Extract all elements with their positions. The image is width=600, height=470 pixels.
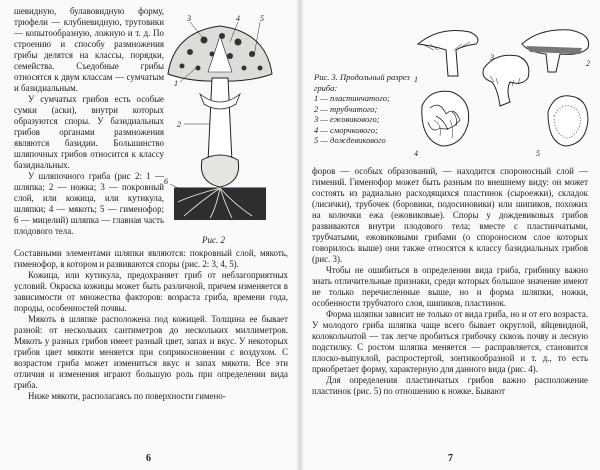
paragraph-asci: У сумчатых грибов есть особые сумки (аски), внутри которых образуются споры. У базидиальных грибов органами размножения являются базидии. Большинство шляпочных грибов относится к классу базидиальных. [14, 94, 164, 170]
figure-2-label-6: 6 [164, 177, 168, 186]
figure-3-longitudinal-sections [410, 16, 596, 164]
section-tubular-drawing [522, 30, 589, 72]
figure-3-caption-item-2: 2 — трубчатого; [314, 103, 378, 114]
paragraph-cap-shape: Форма шляпки зависит не только от вида гриба, но и от его возраста. У молодого гриба шляпка чаще всего бывает округлой, яйцевидной, колокольчатой — так легче пробиться грибочку сквозь почву и лесную подстилку. С ростом шляпка меняется — расправляется, становится плоско-выпуклой, распростертой, зонтикообразной и т. д., то есть приобретает форму, характерную для данного вида (рис. 4). [312, 309, 588, 374]
figure-2-mushroom-structure [160, 12, 288, 230]
section-morel-drawing [422, 91, 469, 146]
figure-2-label-5: 5 [260, 14, 264, 23]
paragraph-hymenium: форов — особых образований, — находится спороносный слой — гимений. Гименофор может быть разным по внешнему виду: он может состоять из радиально расходящихся пластинок (сыроежки), складок (лисички), трубочек (боровики, подосиновики) или шипиков, похожих на колючки ежа (ежовиковые). Споры у дождевиковых грибов развиваются внутри плодового тела; вместе с пластинчатыми, трубчатыми, ежовиковыми грибами (о спороносном слое которых говорилось выше) они также относятся к классу базидиальных грибов (рис. 3). [312, 166, 588, 264]
section-gilled-drawing [418, 31, 478, 77]
figure-3-caption-item-4: 4 — сморчкового; [314, 124, 378, 135]
paragraph-bottom-left: Ниже мякоти, располагаясь по поверхности гимено- [28, 391, 226, 401]
paragraph-flesh: Мякоть в шляпке расположена под кожицей. Толщина ее бывает разной: от нескольких сантиметров до нескольких миллиметров. Мякоть у разных грибов имеет разный цвет, запах и вкус. У некоторых грибов цвет мякоти меняется при соприкосновении с воздухом. С возрастом гриба может измениться вкус и запах мякоти. Все эти отличия и изменения играют большую роль при определении вида гриба. [14, 314, 288, 390]
figure-3-caption-item-5: 5 — дождевикового [314, 135, 386, 145]
mushroom-stem-drawing [200, 78, 240, 187]
figure-3-label-5: 5 [536, 149, 540, 158]
figure-3-caption-title: Рис. 3. Продольный разрез гриба: [314, 72, 410, 93]
section-hydnum-drawing [483, 55, 529, 106]
figure-2-label-3: 3 [187, 14, 191, 23]
figure-3-label-4: 4 [414, 149, 418, 158]
paragraph-skin: Кожица, или кутикула, предохраняет гриб от неблагоприятных условий. Окраска кожицы может быть различной, причем изменяется в зависимости от множества факторов: возраста гриба, времени года, породы, особенностей почвы. [14, 270, 288, 313]
right-full-text [312, 166, 588, 397]
mycelium-drawing [174, 188, 266, 220]
figure-3-label-2: 2 [586, 59, 590, 68]
page-number-left: 6 [146, 453, 151, 464]
figure-3-caption-item-3: 3 — ежовикового; [314, 114, 380, 124]
figure-2-label-4: 4 [236, 14, 240, 23]
section-puffball-drawing [548, 96, 588, 146]
figure-2-caption: Рис. 2 [202, 235, 225, 245]
mushroom-cap-drawing [168, 26, 272, 81]
paragraph-classes: шевидную, булавовидную форму, трюфели — клубневидную, трутовики — копытообразную, ложную и т. д. По строению и способу размножения грибы делятся на классы, порядки, семейства. Съедобные грибы относятся к двум классам — сумчатым и базидиальным. [14, 6, 164, 93]
figure-2-label-1: 1 [174, 79, 178, 88]
figure-3-label-1: 1 [414, 75, 418, 84]
paragraph-structure-rest: Составными элементами шляпки являются: покровный слой, мякоть, гименофор, в котором и развиваются споры (рис. 2: 3, 4, 5). [14, 248, 288, 269]
right-page [300, 0, 600, 470]
paragraph-structure-top: У шляпочного гриба (рис 2: 1 — шляпка; 2 — ножка; 3 — покровный слой, или кожица, или кутикула, шляпки; 4 — мякоть; 5 — гименофор; 6 — мицелий) шляпка — главная часть плодового тела. [14, 171, 164, 236]
page-number-right: 7 [448, 453, 453, 464]
figure-3-caption-item-1: 1 — пластинчатого; [314, 93, 390, 103]
left-full-text [14, 248, 288, 402]
paragraph-identification: Чтобы не ошибиться в определении вида гриба, грибнику важно знать отличительные признаки, среди которых большое значение имеют не только перечисленные выше, но и форма шляпки, ножки, особенности трубчатого слоя, шипиков, пластинок. [312, 265, 588, 308]
left-column-text [14, 6, 164, 237]
paragraph-gills: Для определения пластинчатых грибов важно расположение пластинок (рис. 5) по отношению к ножке. Бывают [312, 375, 588, 396]
figure-3-label-3: 3 [490, 53, 494, 62]
figure-2-label-2: 2 [177, 120, 181, 129]
